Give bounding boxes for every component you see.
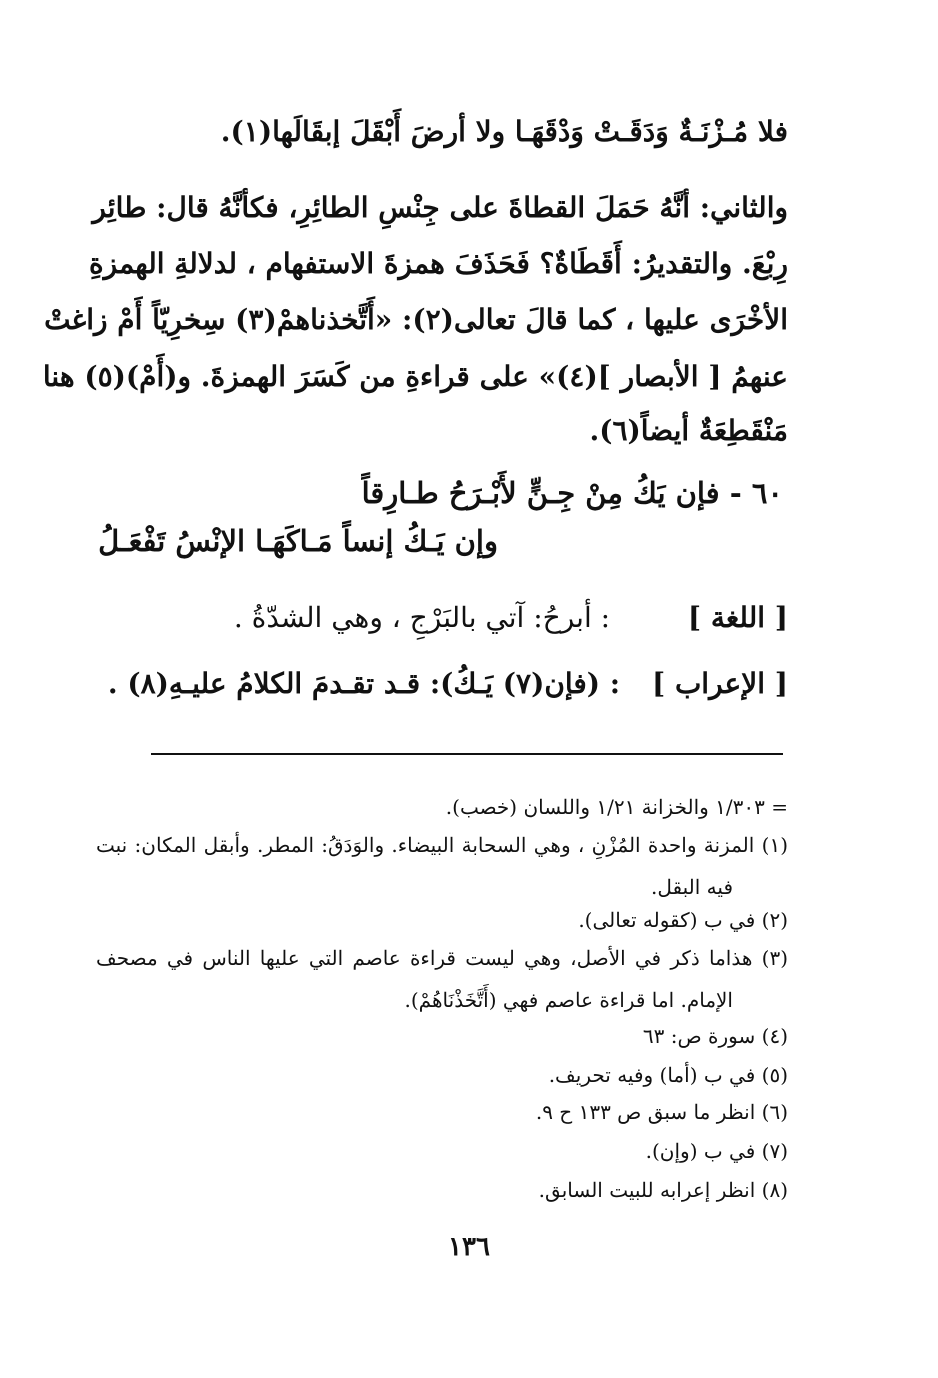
- verse-first-hemistich: ٦٠ - فإن يَكُ مِنْ جِـنٍّ لأَبْـرَحُ طـارِقاً: [361, 476, 783, 510]
- paragraph-line: والثاني: أنَّهُ حَمَلَ القطاةَ على جِنْسِ الطائِرِ، فكأنَّهُ قال: طائِر: [92, 191, 788, 224]
- poetry-line-continuation: فلا مُـزْنَـةٌ وَدَقَـتْ وَدْقَهَـا ولا أرضَ أَبْقَلَ إبقَالَها(١).: [220, 115, 788, 148]
- footnote-3: (٣) هذاما ذكر في الأصل، وهي ليست قراءة عاصم التي عليها الناس في مصحف: [96, 946, 788, 970]
- footnote-4: (٤) سورة ص: ٦٣: [642, 1024, 788, 1048]
- footnote-1: (١) المزنة واحدة المُزْنِ ، وهي السحابة البيضاء. والوَدَقُ: المطر. وأبقل المكان: نبت: [96, 833, 788, 857]
- page-number: ١٣٦: [448, 1232, 490, 1262]
- irab-section: [98, 664, 788, 704]
- footnote-divider: [151, 753, 783, 755]
- footnote-8: (٨) انظر إعرابه للبيت السابق.: [538, 1178, 788, 1202]
- footnote-5: (٥) في ب (أما) وفيه تحريف.: [548, 1063, 788, 1087]
- paragraph-line: الأخْرَى عليها ، كما قالَ تعالى(٢): «أَتَّخذناهمْ(٣) سِخرِيّاً أَمْ زاغتْ: [44, 303, 788, 336]
- footnote-2: (٢) في ب (كقوله تعالى).: [578, 908, 788, 932]
- lugha-section: [98, 598, 788, 638]
- footnote-continuation: = ١/٣٠٣ والخزانة ١/٢١ واللسان (خصب).: [445, 795, 788, 819]
- irab-text: : (فإن(٧) يَـكُ): قـد تقـدمَ الكلامُ عليـهِ(٨) .: [107, 667, 621, 700]
- footnote-7: (٧) في ب (وإن).: [645, 1139, 788, 1163]
- irab-label: [ الإعراب ]: [651, 667, 788, 700]
- footnote-1-continued: فيه البقل.: [651, 875, 733, 899]
- footnote-6: (٦) انظر ما سبق ص ١٣٣ ح ٩.: [535, 1100, 788, 1124]
- paragraph-line: مَنْقَطِعَةٌ أيضاً(٦).: [589, 414, 788, 447]
- paragraph-line: عنهمُ [ الأبصار ](٤)» على قراءةِ من كَسَرَ الهمزةَ. و(أَمْ)(٥) هنا: [42, 360, 788, 393]
- lugha-text: : أبرحُ: آتي بالبَرْجِ ، وهي الشدّةُ .: [233, 601, 611, 634]
- verse-second-hemistich: وإن يَـكُ إنساً مَـاكَهَـا الإنْسُ تَفْعَـلُ: [98, 524, 498, 558]
- footnote-3-continued: الإمام. اما قراءة عاصم فهي (أَتَّخَذْنَاهُمْ).: [404, 988, 733, 1012]
- paragraph-line: رِبْعَ. والتقديرُ: أَقَطَاةٌ؟ فَحَذَفَ همزةَ الاستفهام ، لدلالةِ الهمزةِ: [88, 247, 788, 280]
- lugha-label: [ اللغة ]: [687, 601, 788, 634]
